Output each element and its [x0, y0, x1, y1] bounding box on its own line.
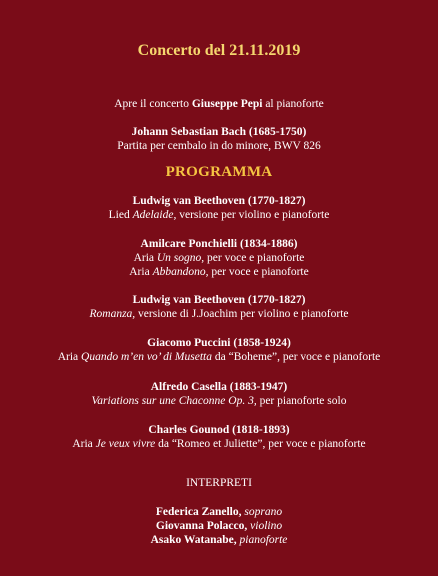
performer-name: Federica Zanello,: [155, 506, 242, 518]
performer-role: soprano: [244, 506, 283, 518]
piece-5-work: [0, 394, 438, 408]
piece-3-composer: Ludwig van Beethoven (1770-1827): [132, 294, 306, 306]
piece-2-title-2: Abbandono,: [152, 266, 209, 278]
piece-5-title: Variations sur une Chaconne Op. 3,: [91, 395, 257, 407]
piece-2-prefix-1: Aria: [133, 252, 157, 264]
concert-title: Concerto del 21.11.2019: [137, 42, 301, 59]
opening-line: [0, 97, 438, 111]
piece-6-composer: Charles Gounod (1818-1893): [148, 424, 290, 436]
piece-3-title: Romanza,: [89, 308, 136, 320]
piece-4-title: Quando m’en vo’ di Musetta: [81, 351, 212, 363]
opening-prefix: Apre il concerto: [114, 98, 192, 110]
programma-heading: PROGRAMMA: [165, 164, 273, 180]
piece-2-work-2: [0, 265, 438, 279]
piece-5-composer: Alfredo Casella (1883-1947): [150, 381, 288, 393]
piece-3-work: [0, 307, 438, 321]
performer-role: pianoforte: [239, 534, 288, 546]
piece-1-title: Adelaide,: [132, 209, 177, 221]
piece-2-title-1: Un sogno,: [156, 252, 205, 264]
piece-2-prefix-2: Aria: [129, 266, 153, 278]
piece-3-detail: versione di J.Joachim per violino e pianoforte: [135, 308, 349, 320]
piece-4-work: [0, 350, 438, 364]
interpreti-heading: INTERPRETI: [186, 477, 252, 489]
piece-4-composer: Giacomo Puccini (1858-1924): [147, 337, 291, 349]
performer-row: [0, 519, 438, 533]
piece-1-work: [0, 208, 438, 222]
performer-row: [0, 505, 438, 519]
piece-2-detail-1: per voce e pianoforte: [204, 252, 305, 264]
piece-1-prefix: Lied: [108, 209, 133, 221]
performer-role: violino: [250, 520, 283, 532]
piece-2-detail-2: per voce e pianoforte: [208, 266, 309, 278]
piece-1-detail: versione per violino e pianoforte: [176, 209, 330, 221]
piece-1-composer: Ludwig van Beethoven (1770-1827): [132, 195, 306, 207]
opening-composer: Johann Sebastian Bach (1685-1750): [131, 126, 307, 138]
piece-2-composer: Amilcare Ponchielli (1834-1886): [140, 238, 298, 250]
piece-4-prefix: Aria: [57, 351, 82, 363]
piece-2-work-1: [0, 251, 438, 265]
performer-name: Giovanna Polacco,: [155, 520, 248, 532]
performer-name: Asako Watanabe,: [150, 534, 237, 546]
piece-6-prefix: Aria: [72, 438, 96, 450]
performer-row: [0, 533, 438, 547]
piece-6-detail: da “Romeo et Juliette”, per voce e pianoforte: [155, 438, 366, 450]
piece-6-work: [0, 437, 438, 451]
piece-6-title: Je veux vivre: [95, 438, 156, 450]
opening-suffix: al pianoforte: [262, 98, 324, 110]
opening-work: Partita per cembalo in do minore, BWV 826: [117, 140, 321, 152]
piece-5-detail: per pianoforte solo: [256, 395, 347, 407]
opening-performer: Giuseppe Pepi: [191, 98, 263, 110]
piece-4-detail: da “Boheme”, per voce e pianoforte: [211, 351, 381, 363]
